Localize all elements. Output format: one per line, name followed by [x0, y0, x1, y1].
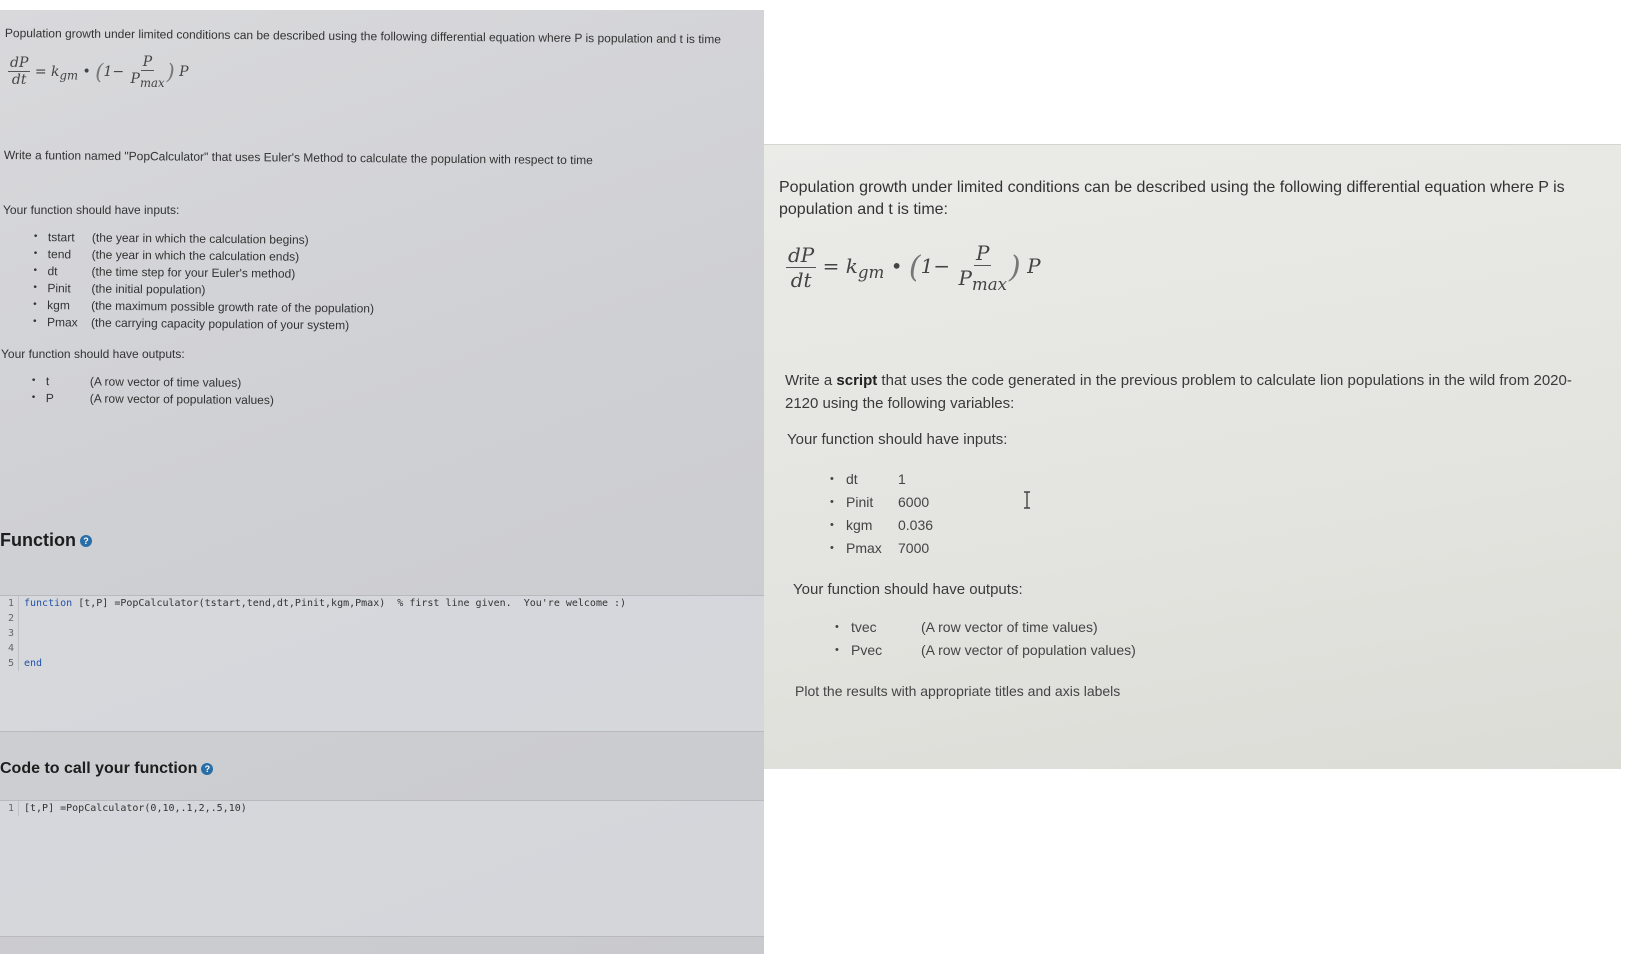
right-screenshot-panel — [764, 144, 1621, 769]
list-item: • Pvec (A row vector of population values) — [835, 641, 1136, 658]
list-item: • t (A row vector of time values) — [31, 373, 242, 390]
inputs-list — [830, 467, 933, 559]
list-item: • tend (the year in which the calculation ends) — [33, 246, 300, 264]
task-text: Write a script that uses the code generated in the previous problem to calculate lion populations in the wild from 2020-2120 using the following variables: — [785, 372, 1572, 412]
outputs-heading: Your function should have outputs: — [793, 581, 1023, 598]
intro-text: Population growth under limited conditions can be described using the following differential equation where P is population and t is time — [4, 26, 721, 47]
inputs-list — [33, 228, 375, 334]
task-text: Write a funtion named "PopCalculator" that uses Euler's Method to calculate the population with respect to time — [3, 148, 593, 168]
text-cursor-icon — [1022, 491, 1032, 509]
call-code-section-title: Code to call your function ? — [0, 760, 213, 778]
list-item: • Pmax 7000 — [830, 539, 930, 556]
function-code-editor[interactable] — [0, 595, 764, 732]
list-item: • tstart (the year in which the calculation begins) — [33, 229, 309, 247]
left-screenshot-panel — [0, 10, 764, 954]
inputs-heading: Your function should have inputs: — [787, 431, 1008, 448]
outputs-heading: Your function should have outputs: — [1, 347, 185, 361]
function-section-title: Function ? — [0, 530, 92, 551]
code-line: 5 end — [0, 656, 764, 671]
list-item: • Pmax (the carrying capacity population of your system) — [32, 314, 350, 332]
code-line: 2 — [0, 611, 764, 626]
inputs-heading: Your function should have inputs: — [3, 203, 180, 217]
code-line: 1 [t,P] =PopCalculator(0,10,.1,2,.5,10) — [0, 801, 764, 816]
differential-equation: $\frac{dP}{dt}$ = $k_{gm}$ • (1− $\frac{P}{P_{max}}$ ) P — [10, 54, 189, 90]
list-item: • kgm 0.036 — [830, 516, 934, 533]
code-line: 3 — [0, 626, 764, 641]
outputs-list — [835, 615, 1136, 661]
list-item: • Pinit 6000 — [830, 493, 930, 510]
intro-text: Population growth under limited conditions can be described using the following differential equation where P is population and t is time: — [779, 179, 1565, 218]
question-circle-icon[interactable]: ? — [80, 535, 92, 547]
call-code-editor[interactable] — [0, 800, 764, 937]
differential-equation: $\frac{dP}{dt}$ = $k_{gm}$ • (1− $\frac{P}{P_{max}}$ ) P — [788, 241, 1041, 294]
code-line: 4 — [0, 641, 764, 656]
list-item: • dt (the time step for your Euler's method) — [33, 263, 296, 281]
list-item: • dt 1 — [830, 470, 906, 487]
question-circle-icon[interactable]: ? — [201, 763, 213, 775]
list-item: • P (A row vector of population values) — [31, 390, 274, 407]
list-item: • Pinit (the initial population) — [33, 280, 206, 297]
code-line: 1 function [t,P] =PopCalculator(tstart,tend,dt,Pinit,kgm,Pmax) % first line given. You're welcome :) — [0, 596, 764, 611]
list-item: • kgm (the maximum possible growth rate of the population) — [33, 297, 375, 316]
outputs-list — [32, 372, 274, 408]
list-item: • tvec (A row vector of time values) — [835, 618, 1098, 635]
plot-instruction: Plot the results with appropriate titles and axis labels — [795, 683, 1121, 699]
